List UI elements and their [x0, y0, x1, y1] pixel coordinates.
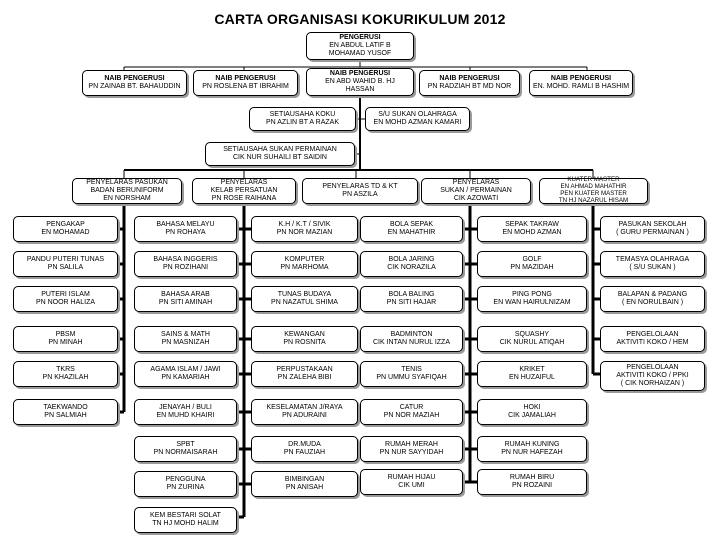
quartermaster-deputy-name: TN HJ NAZARUL HISAM [558, 196, 629, 204]
unit-teacher: PN SALMIAH [44, 412, 87, 419]
sport-box [477, 286, 587, 312]
unit-label: PBSM [55, 331, 76, 338]
chairman-role: PENGERUSI [339, 34, 381, 41]
coordinator-line: PENYELARAS TD & KT [322, 183, 398, 190]
games-secretary-name: CIK NUR SUHAILI BT SAIDIN [232, 154, 327, 161]
club-box [134, 471, 237, 497]
sport-label: GOLF [522, 256, 542, 263]
logistics-teacher: ( CIK NORHAIZAN ) [620, 380, 685, 387]
club-box [134, 436, 237, 462]
vice-chair-role: NAIB PENGERUSI [439, 75, 500, 82]
club-box [134, 326, 237, 352]
club-label: KEM BESTARI SOLAT [150, 512, 221, 519]
club-teacher: PN ANISAH [285, 484, 324, 491]
sport-teacher: CIK INTAN NURUL IZZA [372, 339, 450, 346]
chairman-name: EN ABDUL LATIF B [329, 42, 391, 49]
uniform-unit-box [13, 216, 118, 242]
coordinator-line: BADAN BERUNIFORM [90, 187, 164, 194]
logistics-detail: ( GURU PERMAINAN ) [616, 229, 689, 236]
uniform-unit-box [13, 286, 118, 312]
club-label: KEWANGAN [284, 331, 325, 338]
quartermaster-box [539, 178, 648, 204]
vice-chair-name: PN RADZIAH BT MD NOR [427, 83, 512, 90]
club-label: KOMPUTER [284, 256, 325, 263]
logistics-box [600, 216, 705, 242]
coordinator-box [192, 178, 296, 204]
sport-teacher: CIK UMI [398, 482, 425, 489]
club-teacher: TN HJ MOHD HALIM [152, 520, 219, 527]
logistics-label: PENGELOLAAN [626, 364, 679, 371]
club-box [134, 251, 237, 277]
unit-label: TAEKWANDO [43, 404, 88, 411]
coordinator-name: CIK AZOWATI [453, 195, 499, 202]
club-teacher: PN NORMAISARAH [153, 449, 218, 456]
games-secretary-box [205, 142, 355, 166]
sports-secretary-role: S/U SUKAN OLAHRAGA [378, 111, 457, 118]
vice-chair-box [306, 68, 414, 96]
logistics-detail: ( S/U SUKAN ) [629, 264, 676, 271]
coordinator-line: PENYELARAS PASUKAN [86, 179, 168, 186]
sport-label: SEPAK TAKRAW [505, 221, 559, 228]
club-teacher: PN NOR MAZIAN [276, 229, 333, 236]
unit-label: TKRS [56, 366, 75, 373]
quartermaster-name: EN AHMAD MAHATHIR [560, 183, 627, 191]
club-box [134, 361, 237, 387]
unit-label: PENGAKAP [46, 221, 85, 228]
sport-teacher: PN NUR HAFEZAH [501, 449, 563, 456]
sport-box [360, 326, 463, 352]
club-box [251, 251, 358, 277]
sport-label: BADMINTON [390, 331, 433, 338]
coordinator-line: KELAB PERSATUAN [210, 187, 278, 194]
vice-chair-role: NAIB PENGERUSI [550, 75, 612, 82]
vice-chair-name-line2: HASSAN [345, 86, 375, 93]
coordinator-name: PN ASZILA [342, 191, 378, 198]
logistics-box [600, 286, 705, 312]
club-label: BAHASA INGGERIS [153, 256, 218, 263]
club-label: K.H / K.T / SIVIK [278, 221, 331, 228]
club-label: SAINS & MATH [161, 331, 210, 338]
sport-label: PING PONG [512, 291, 552, 298]
uniform-unit-box [13, 326, 118, 352]
club-teacher: PN KAMARIAH [161, 374, 210, 381]
club-box [134, 286, 237, 312]
sport-teacher: CIK JAMALIAH [508, 412, 556, 419]
club-label: BAHASA MELAYU [156, 221, 215, 228]
vice-chair-name: PN ROSLENA BT IBRAHIM [202, 83, 289, 90]
vice-chair-name: EN. MOHD. RAMLI B HASHIM [532, 83, 630, 90]
chairman-box [306, 32, 414, 60]
sport-box [477, 399, 587, 425]
coordinator-name: PN ROSE RAIHANA [211, 195, 277, 202]
coordinator-line: PENYELARAS [452, 179, 500, 186]
vice-chair-box [193, 70, 298, 96]
club-teacher: PN ZALEHA BIBI [277, 374, 332, 381]
club-label: JENAYAH / BULI [159, 404, 212, 411]
sport-box [477, 251, 587, 277]
sport-label: BOLA SEPAK [389, 221, 434, 228]
unit-teacher: PN KHAZILAH [42, 374, 89, 381]
logistics-label: PASUKAN SEKOLAH [618, 221, 687, 228]
vice-chair-box [529, 70, 633, 96]
club-teacher: PN SITI AMINAH [158, 299, 213, 306]
sport-label: CATUR [399, 404, 424, 411]
coordinator-box [421, 178, 531, 204]
quartermaster-role: KUATER MASTER [567, 176, 620, 184]
unit-teacher: PN SALILA [47, 264, 84, 271]
sport-box [477, 436, 587, 462]
club-label: PENGGUNA [165, 476, 206, 483]
club-box [251, 361, 358, 387]
club-label: SPBT [176, 441, 195, 448]
sport-label: RUMAH KUNING [504, 441, 560, 448]
sport-label: RUMAH HIJAU [387, 474, 436, 481]
logistics-box [600, 361, 705, 391]
logistics-label: PENGELOLAAN [626, 331, 679, 338]
club-teacher: PN ROHAYA [165, 229, 206, 236]
club-teacher: PN MASNIZAH [161, 339, 210, 346]
club-label: TUNAS BUDAYA [277, 291, 332, 298]
sport-label: HOKI [523, 404, 541, 411]
coordinator-line: PENYELARAS [220, 179, 268, 186]
sport-teacher: CIK NORAZILA [387, 264, 436, 271]
club-teacher: PN MARHOMA [280, 264, 329, 271]
unit-teacher: PN MINAH [48, 339, 83, 346]
sport-teacher: EN WAN HAIRULNIZAM [493, 299, 571, 306]
logistics-label: BALAPAN & PADANG [617, 291, 688, 298]
club-label: KESELAMATAN J/RAYA [266, 404, 343, 411]
club-teacher: EN MUHD KHAIRI [156, 412, 215, 419]
sport-teacher: EN HUZAIFUL [509, 374, 555, 381]
club-box [251, 471, 358, 497]
club-box [134, 216, 237, 242]
unit-label: PANDU PUTERI TUNAS [26, 256, 105, 263]
sport-box [477, 216, 587, 242]
club-teacher: PN FAUZIAH [283, 449, 326, 456]
sport-box [477, 469, 587, 495]
uniform-unit-box [13, 361, 118, 387]
coordinator-name: EN NORSHAM [103, 195, 151, 202]
sport-box [360, 216, 463, 242]
coordinator-line: SUKAN / PERMAINAN [440, 187, 512, 194]
coordinator-box [72, 178, 182, 204]
club-teacher: PN NAZATUL SHIMA [271, 299, 338, 306]
unit-teacher: PN NOOR HALIZA [35, 299, 96, 306]
sport-box [360, 251, 463, 277]
unit-teacher: EN MOHAMAD [41, 229, 90, 236]
logistics-detail: AKTIVITI KOKO / HEM [616, 339, 689, 346]
sports-secretary-name: EN MOHD AZMAN KAMARI [373, 119, 462, 126]
chart-title: CARTA ORGANISASI KOKURIKULUM 2012 [214, 11, 506, 27]
club-box [134, 507, 237, 533]
sport-teacher: PN ROZAINI [511, 482, 553, 489]
uniform-unit-box [13, 399, 118, 425]
club-box [251, 436, 358, 462]
vice-chair-role: NAIB PENGERUSI [215, 75, 276, 82]
sport-box [477, 361, 587, 387]
logistics-box [600, 251, 705, 277]
sport-teacher: PN NUR SAYYIDAH [379, 449, 444, 456]
club-box [134, 399, 237, 425]
sport-box [360, 399, 463, 425]
chairman-name-line2: MOHAMAD YUSOF [328, 50, 392, 57]
club-teacher: PN ROSNITA [283, 339, 326, 346]
sport-label: BOLA JARING [388, 256, 435, 263]
unit-label: PUTERI ISLAM [41, 291, 90, 298]
sport-box [360, 361, 463, 387]
club-label: AGAMA ISLAM / JAWI [150, 366, 221, 373]
vice-chair-name: PN ZAINAB BT. BAHAUDDIN [88, 83, 181, 90]
sports-secretary-box [365, 107, 470, 131]
club-teacher: PN ZURINA [166, 484, 205, 491]
sport-box [360, 286, 463, 312]
sport-teacher: CIK NURUL ATIQAH [499, 339, 565, 346]
sport-label: SQUASHY [514, 331, 550, 338]
uniform-unit-box [13, 251, 118, 277]
club-box [251, 399, 358, 425]
vice-chair-name: EN ABD WAHID B. HJ [325, 78, 395, 85]
sport-label: KRIKET [519, 366, 545, 373]
coordinator-box [302, 178, 418, 204]
sport-box [360, 469, 463, 495]
logistics-detail: AKTIVITI KOKO / PPKI [616, 372, 689, 379]
sport-box [360, 436, 463, 462]
logistics-detail: ( EN NORULBAIN ) [621, 299, 684, 306]
club-label: BIMBINGAN [284, 476, 325, 483]
sport-label: BOLA BALING [388, 291, 435, 298]
club-teacher: PN ADURAINI [282, 412, 327, 419]
vice-chair-box [419, 70, 520, 96]
sport-teacher: EN MAHATHIR [387, 229, 436, 236]
club-label: DR.MUDA [288, 441, 321, 448]
logistics-box [600, 326, 705, 352]
club-teacher: PN ROZIHANI [162, 264, 209, 271]
secretary-box [249, 107, 356, 131]
sport-teacher: PN UMMU SYAFIQAH [376, 374, 447, 381]
club-box [251, 216, 358, 242]
games-secretary-role: SETIAUSAHA SUKAN PERMAINAN [223, 146, 337, 153]
sport-teacher: EN MOHD AZMAN [502, 229, 562, 236]
sport-box [477, 326, 587, 352]
sport-label: RUMAH BIRU [509, 474, 555, 481]
club-box [251, 286, 358, 312]
sport-teacher: PN MAZIDAH [510, 264, 554, 271]
vice-chair-role: NAIB PENGERUSI [329, 70, 391, 77]
secretary-name: PN AZLIN BT A RAZAK [265, 119, 339, 126]
sport-label: RUMAH MERAH [385, 441, 438, 448]
club-label: BAHASA ARAB [161, 291, 210, 298]
club-label: PERPUSTAKAAN [276, 366, 333, 373]
secretary-role: SETIAUSAHA KOKU [269, 111, 336, 118]
vice-chair-box [82, 70, 187, 96]
sport-teacher: PN SITI HAJAR [386, 299, 437, 306]
club-box [251, 326, 358, 352]
quartermaster-deputy-role: PEN KUATER MASTER [560, 190, 627, 197]
sport-teacher: PN NOR MAZIAH [383, 412, 440, 419]
logistics-label: TEMASYA OLAHRAGA [615, 256, 690, 263]
vice-chair-role: NAIB PENGERUSI [104, 75, 165, 82]
sport-label: TENIS [401, 366, 422, 373]
